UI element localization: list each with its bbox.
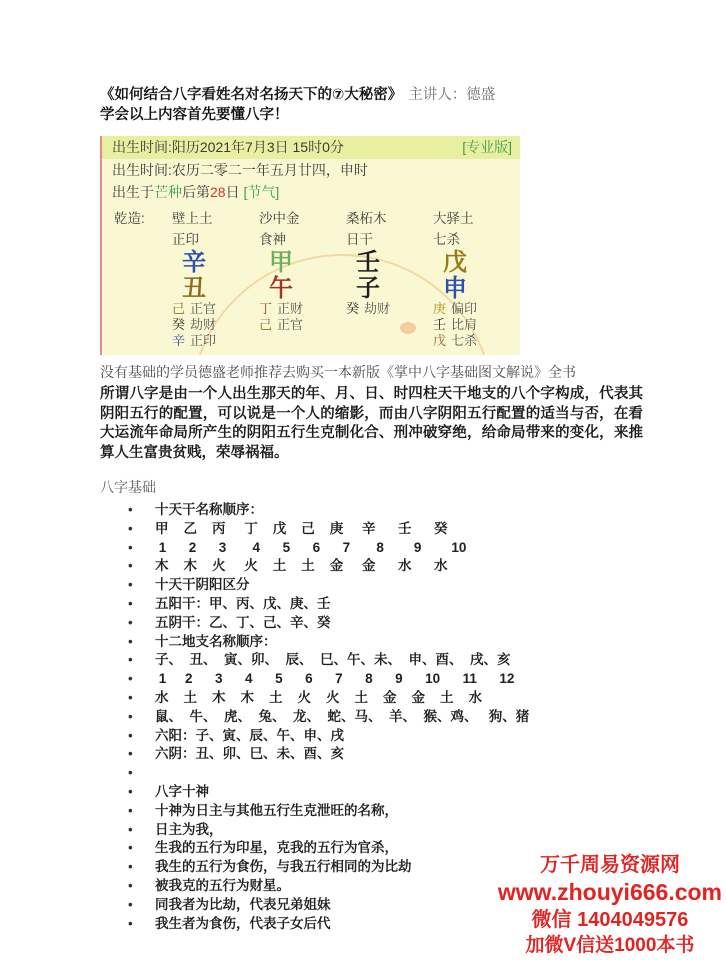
- hidden-stem-char: 己: [172, 301, 186, 316]
- watermark-line: 万千周易资源网: [539, 854, 680, 876]
- lunar-birth-line: 出生时间:农历二零二一年五月廿四，申时: [112, 162, 368, 178]
- hidden-stem-char: 庚: [433, 301, 447, 316]
- hidden-stem-row: [172, 333, 259, 349]
- list-item: • 1 2 3 4 5 6 7 8 9 10: [100, 539, 645, 558]
- earthly-branch-char: 申: [443, 275, 467, 302]
- nayin-label: 大驿土: [433, 211, 474, 226]
- ten-god-label: 七杀: [433, 232, 460, 247]
- hidden-stem-row: [433, 301, 520, 317]
- list-item: • 生我的五行为印星，克我的五行为官杀，: [100, 839, 645, 858]
- hidden-stem-char: 辛: [172, 333, 186, 348]
- recommend-line: 没有基础的学员德盛老师推荐去购买一本新版《掌中八字基础图文解说》全书: [100, 364, 576, 380]
- hidden-god-label: 正官: [190, 301, 217, 316]
- jieqi-suffix: 日: [225, 184, 244, 200]
- hidden-stem-row: [433, 333, 520, 349]
- watermark: [498, 853, 722, 958]
- solar-birth-line: [102, 136, 520, 159]
- solar-birth-text: 出生时间:阳历2021年7月3日 15时0分: [112, 139, 344, 155]
- hidden-stem-char: 丁: [259, 301, 273, 316]
- earthly-branch-char: 子: [356, 275, 380, 302]
- hidden-stem-row: [346, 301, 433, 317]
- hidden-god-label: 偏印: [451, 301, 478, 316]
- list-item: • 木 木 火 火 土 土 金 金 水 水: [100, 557, 645, 576]
- pillar-column: [346, 208, 433, 349]
- hidden-god-label: 比肩: [451, 317, 478, 332]
- speaker-label: 主讲人：德盛: [408, 87, 496, 103]
- hidden-stem-char: 癸: [346, 301, 360, 316]
- list-item: • 十天干阴阳区分: [100, 576, 645, 595]
- list-item: • 八字十神: [100, 783, 645, 802]
- hidden-stem-char: 癸: [172, 317, 186, 332]
- heavenly-stem-char: 戊: [443, 249, 467, 276]
- earthly-branch-char: 午: [269, 275, 293, 302]
- list-item: • 十神为日主与其他五行生克泄旺的名称，: [100, 802, 645, 821]
- list-item: • 十二地支名称顺序：: [100, 633, 645, 652]
- pillar-column: [433, 208, 520, 349]
- nayin-label: 桑柘木: [346, 211, 387, 226]
- section-heading-bazi-basics: 八字基础: [100, 479, 156, 495]
- nayin-label: 沙中金: [259, 211, 300, 226]
- jieqi-mid: 后第: [182, 184, 210, 200]
- hidden-stem-row: [259, 301, 346, 317]
- subtitle: 学会以上内容首先要懂八字！: [100, 107, 289, 123]
- pillar-columns: [172, 208, 520, 349]
- hidden-stem-row: [433, 317, 520, 333]
- gender-column: [114, 208, 172, 349]
- document-content: [100, 86, 645, 933]
- jieqi-term: 芒种: [154, 184, 182, 200]
- jieqi-tag: [节气]: [243, 184, 280, 200]
- jieqi-line: [102, 181, 520, 203]
- heavenly-stem-char: 辛: [182, 249, 206, 276]
- list-item: • 我生的五行为食伤，与我五行相同的为比劫: [100, 858, 645, 877]
- list-item: • 日主为我，: [100, 821, 645, 840]
- pillar-table: [102, 208, 520, 349]
- list-item: • 我生者为食伤，代表子女后代: [100, 915, 645, 934]
- hidden-stem-row: [172, 317, 259, 333]
- hidden-stem-char: 戊: [433, 333, 447, 348]
- hidden-god-label: 劫财: [364, 301, 391, 316]
- list-item: • 五阴干：乙、丁、己、辛、癸: [100, 614, 645, 633]
- hidden-god-label: 正印: [190, 333, 217, 348]
- watermark-line: www.zhouyi666.com: [497, 879, 722, 905]
- watermark-line: 加微V信送1000本书: [525, 935, 695, 956]
- document-title: [100, 86, 645, 104]
- list-item: • 六阳：子、寅、辰、午、申、戌: [100, 727, 645, 746]
- list-item: • 五阳干：甲、丙、戊、庚、壬: [100, 595, 645, 614]
- list-item: [100, 764, 645, 783]
- ten-god-label: 正印: [172, 232, 199, 247]
- list-item: • 子、 丑、 寅、卯、 辰、 巳、午、未、 申、酉、 戌、亥: [100, 651, 645, 670]
- list-item: • 水 土 木 木 土 火 火 土 金 金 土 水: [100, 689, 645, 708]
- nayin-label: 壁上土: [172, 211, 213, 226]
- list-item: • 鼠、 牛、 虎、 兔、 龙、 蛇、马、 羊、 猴、鸡、 狗、猪: [100, 708, 645, 727]
- earthly-branch-char: 丑: [182, 275, 206, 302]
- course-title: 《如何结合八字看姓名对名扬天下的⑦大秘密》: [100, 87, 403, 103]
- heavenly-stem-char: 甲: [269, 249, 293, 276]
- heavenly-stem-char: 壬: [356, 249, 380, 276]
- hidden-god-label: 七杀: [451, 333, 478, 348]
- hidden-god-label: 正财: [277, 301, 304, 316]
- hidden-stem-char: 壬: [433, 317, 447, 332]
- list-item: • 1 2 3 4 5 6 7 8 9 10 11 12: [100, 670, 645, 689]
- list-item: • 十天干名称顺序：: [100, 501, 645, 520]
- hidden-stem-char: 己: [259, 317, 273, 332]
- pillar-column: [259, 208, 346, 349]
- list-item: • 被我克的五行为财星。: [100, 877, 645, 896]
- list-item: • 甲 乙 丙 丁 戊 己 庚 辛 壬 癸: [100, 520, 645, 539]
- jieqi-day-number: 28: [210, 184, 226, 200]
- ten-god-label: 日干: [346, 232, 373, 247]
- intro-paragraph: 所谓八字是由一个人出生那天的年、月、日、时四柱天干地支的八个字构成，代表其阴阳五行的配置，可以说是一个人的缩影，而由八字阴阳五行配置的适当与否，在看大运流年命局所产生的阴阳五行生克制化合、刑冲破穿绝，给命局带来的变化，来推算人生富贵贫贱，荣辱祸福。: [100, 386, 643, 461]
- gender-label: 乾造:: [114, 211, 145, 226]
- bazi-chart-box: [100, 136, 520, 355]
- hidden-god-label: 劫财: [190, 317, 217, 332]
- watermark-line: 微信 1404049576: [531, 909, 689, 931]
- hidden-god-label: 正官: [277, 317, 304, 332]
- hidden-stem-row: [259, 317, 346, 333]
- jieqi-prefix: 出生于: [112, 184, 154, 200]
- version-tag: [专业版]: [462, 139, 512, 155]
- ten-god-label: 食神: [259, 232, 286, 247]
- pillar-column: [172, 208, 259, 349]
- list-item: • 同我者为比劫，代表兄弟姐妹: [100, 896, 645, 915]
- list-item: • 六阴：丑、卯、巳、未、酉、亥: [100, 745, 645, 764]
- hidden-stem-row: [172, 301, 259, 317]
